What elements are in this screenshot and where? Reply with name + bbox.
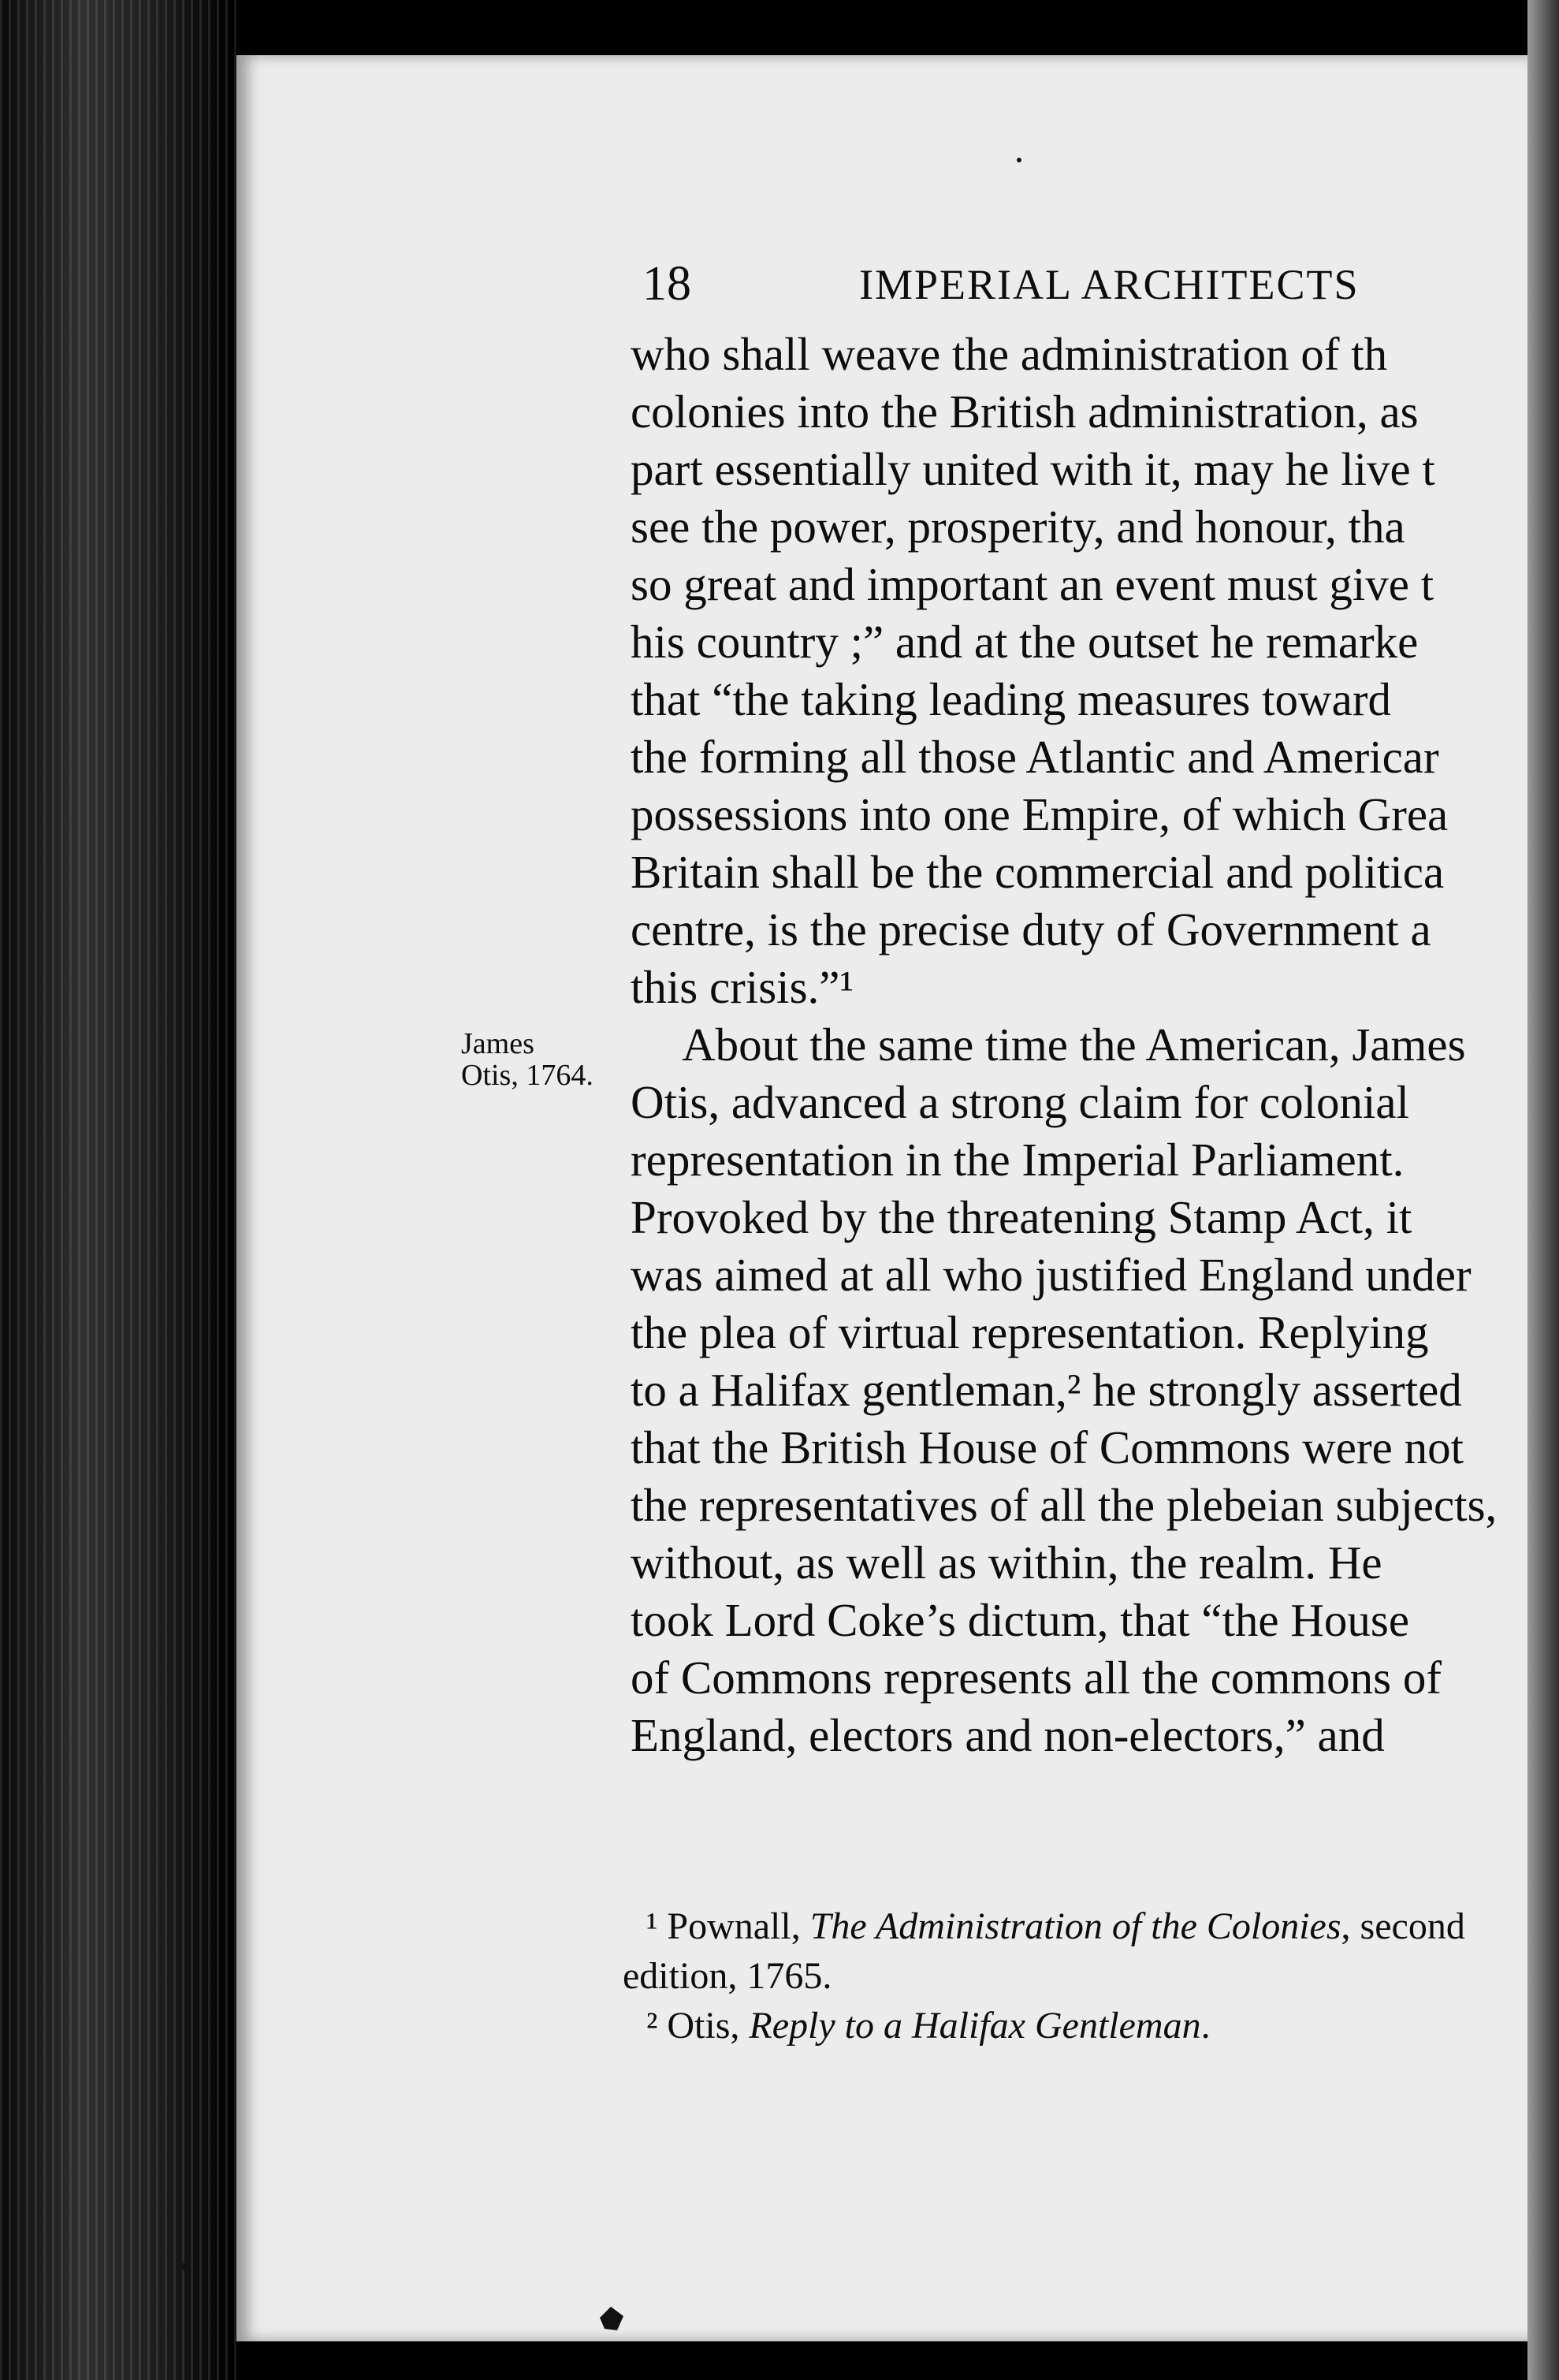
body-line: see the power, prosperity, and honour, tha xyxy=(631,501,1405,553)
footnote-title: The Administration of the Colonies xyxy=(809,1905,1341,1947)
footnote-line xyxy=(623,1957,832,1995)
body-line: possessions into one Empire, of which Grea xyxy=(631,788,1449,840)
body-line: representation in the Imperial Parliament. xyxy=(631,1134,1405,1186)
margin-note-line: Otis, 1764. xyxy=(461,1058,593,1092)
body-line: of Commons represents all the commons of xyxy=(631,1652,1442,1704)
body-line: that “the taking leading measures toward xyxy=(631,673,1391,725)
body-line: the representatives of all the plebeian subjects, xyxy=(631,1479,1498,1531)
body-line: this crisis.”¹ xyxy=(631,961,854,1013)
body-line: part essentially united with it, may he live t xyxy=(631,443,1435,495)
margin-note-line: James xyxy=(461,1027,534,1060)
body-line: his country ;” and at the outset he remarke xyxy=(631,616,1419,668)
ink-speck xyxy=(181,2263,189,2270)
body-line: who shall weave the administration of th xyxy=(631,328,1388,380)
body-line: Otis, advanced a strong claim for colonial xyxy=(631,1076,1409,1128)
body-line: so great and important an event must give t xyxy=(631,558,1434,610)
body-line: centre, is the precise duty of Government a xyxy=(631,903,1431,955)
body-line: About the same time the American, James xyxy=(682,1019,1466,1071)
page-number: 18 xyxy=(642,257,691,311)
footnote-text: . xyxy=(1200,2005,1211,2047)
footnote-text: Pownall, xyxy=(667,1905,810,1947)
footnote-text: , second xyxy=(1341,1905,1465,1947)
footnote-line xyxy=(646,1905,1465,1947)
margin-note xyxy=(461,1029,593,1092)
footnote-title: Reply to a Halifax Gentleman xyxy=(749,2005,1201,2047)
body-line: to a Halifax gentleman,² he strongly asserted xyxy=(631,1364,1462,1416)
footnote-line xyxy=(646,2007,1211,2045)
footnote-text: Otis, xyxy=(667,2005,750,2047)
body-line: was aimed at all who justified England under xyxy=(631,1249,1472,1301)
book-spine-binding xyxy=(0,0,236,2380)
footnote-marker: ¹ xyxy=(646,1905,658,1947)
ink-speck xyxy=(1017,158,1021,162)
body-line: the plea of virtual representation. Replying xyxy=(631,1306,1429,1358)
running-head: IMPERIAL ARCHITECTS xyxy=(859,261,1360,308)
body-line: that the British House of Commons were not xyxy=(631,1421,1464,1473)
body-line: Britain shall be the commercial and politica xyxy=(631,846,1445,898)
body-line: took Lord Coke’s dictum, that “the House xyxy=(631,1594,1410,1646)
body-line: Provoked by the threatening Stamp Act, it xyxy=(631,1191,1412,1243)
body-line: colonies into the British administration, as xyxy=(631,385,1419,438)
page-right-edge xyxy=(1527,0,1559,2380)
ink-blot-icon xyxy=(595,2302,628,2335)
body-line: England, electors and non-electors,” and xyxy=(631,1709,1385,1761)
body-line: the forming all those Atlantic and Americar xyxy=(631,731,1439,783)
footnote-marker: ² xyxy=(646,2005,658,2047)
footnote-text: edition, 1765. xyxy=(623,1955,832,1997)
body-line: without, as well as within, the realm. He xyxy=(631,1536,1382,1589)
